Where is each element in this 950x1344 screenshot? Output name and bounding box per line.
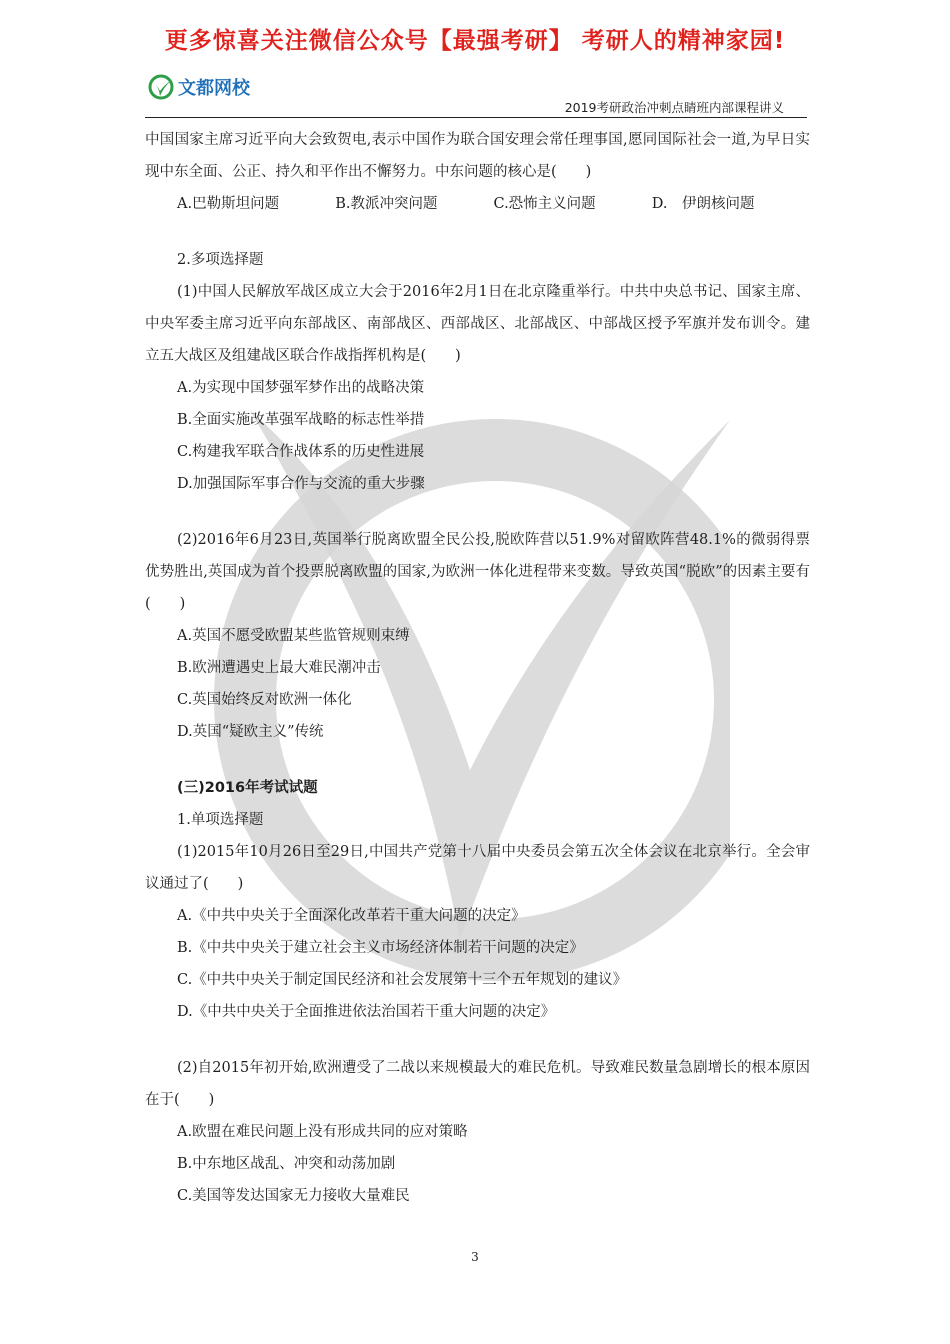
page-content (145, 124, 810, 1212)
option-c: C.美国等发达国家无力接收大量难民 (177, 1188, 410, 1204)
option-a: A.为实现中国梦强军梦作出的战略决策 (177, 380, 425, 396)
header-divider (145, 117, 807, 118)
question-text: (1)2015年10月26日至29日,中国共产党第十八届中央委员会第五次全体会议在北京举行。全会审议通过了( ) (145, 844, 810, 892)
option-a: A.《中共中央关于全面深化改革若干重大问题的决定》 (177, 908, 526, 924)
question-text: (2)自2015年初开始,欧洲遭受了二战以来规模最大的难民危机。导致难民数量急剧增长的根本原因在于( ) (145, 1060, 810, 1108)
option-b: B.中东地区战乱、冲突和动荡加剧 (177, 1156, 396, 1172)
header-subtitle: 2019考研政治冲刺点睛班内部课程讲义 (564, 100, 784, 115)
section-heading-single-choice: 1.单项选择题 (177, 812, 264, 828)
page-number: 3 (471, 1250, 479, 1264)
question-text: 中国国家主席习近平向大会致贺电,表示中国作为联合国安理会常任理事国,愿同国际社会一道,为早日实现中东全面、公正、持久和平作出不懈努力。中东问题的核心是( ) (145, 132, 810, 180)
logo-icon (148, 74, 174, 100)
option-d: D.加强国际军事合作与交流的重大步骤 (177, 476, 425, 492)
section-heading-multiple-choice: 2.多项选择题 (177, 252, 264, 268)
option-c: C.恐怖主义问题 (493, 196, 596, 212)
options-row (145, 188, 810, 220)
option-b: B.全面实施改革强军战略的标志性举措 (177, 412, 425, 428)
option-b: B.《中共中央关于建立社会主义市场经济体制若干问题的决定》 (177, 940, 584, 956)
option-d: D. 伊朗核问题 (651, 196, 755, 212)
option-d: D.《中共中央关于全面推进依法治国若干重大问题的决定》 (177, 1004, 556, 1020)
section-heading-2016: (三)2016年考试试题 (177, 780, 318, 796)
option-c: C.构建我军联合作战体系的历史性进展 (177, 444, 425, 460)
logo (148, 74, 250, 100)
option-b: B.欧洲遭遇史上最大难民潮冲击 (177, 660, 381, 676)
option-c: C.《中共中央关于制定国民经济和社会发展第十三个五年规划的建议》 (177, 972, 628, 988)
option-c: C.英国始终反对欧洲一体化 (177, 692, 352, 708)
option-a: A.巴勒斯坦问题 (177, 196, 280, 212)
option-a: A.英国不愿受欧盟某些监管规则束缚 (177, 628, 410, 644)
option-a: A.欧盟在难民问题上没有形成共同的应对策略 (177, 1124, 468, 1140)
question-text: (1)中国人民解放军战区成立大会于2016年2月1日在北京隆重举行。中共中央总书记、国家主席、中央军委主席习近平向东部战区、南部战区、西部战区、北部战区、中部战区授予军旗并发布训令。建立五大战区及组建战区联合作战指挥机构是( ) (145, 284, 810, 364)
option-b: B.教派冲突问题 (335, 196, 438, 212)
option-d: D.英国“疑欧主义”传统 (177, 724, 324, 740)
promo-banner: 更多惊喜关注微信公众号【最强考研】 考研人的精神家园! (164, 28, 786, 54)
question-text: (2)2016年6月23日,英国举行脱离欧盟全民公投,脱欧阵营以51.9%对留欧阵营48.1%的微弱得票优势胜出,英国成为首个投票脱离欧盟的国家,为欧洲一体化进程带来变数。导致英国“脱欧”的因素主要有( ) (145, 532, 810, 612)
logo-text: 文都网校 (178, 78, 250, 99)
